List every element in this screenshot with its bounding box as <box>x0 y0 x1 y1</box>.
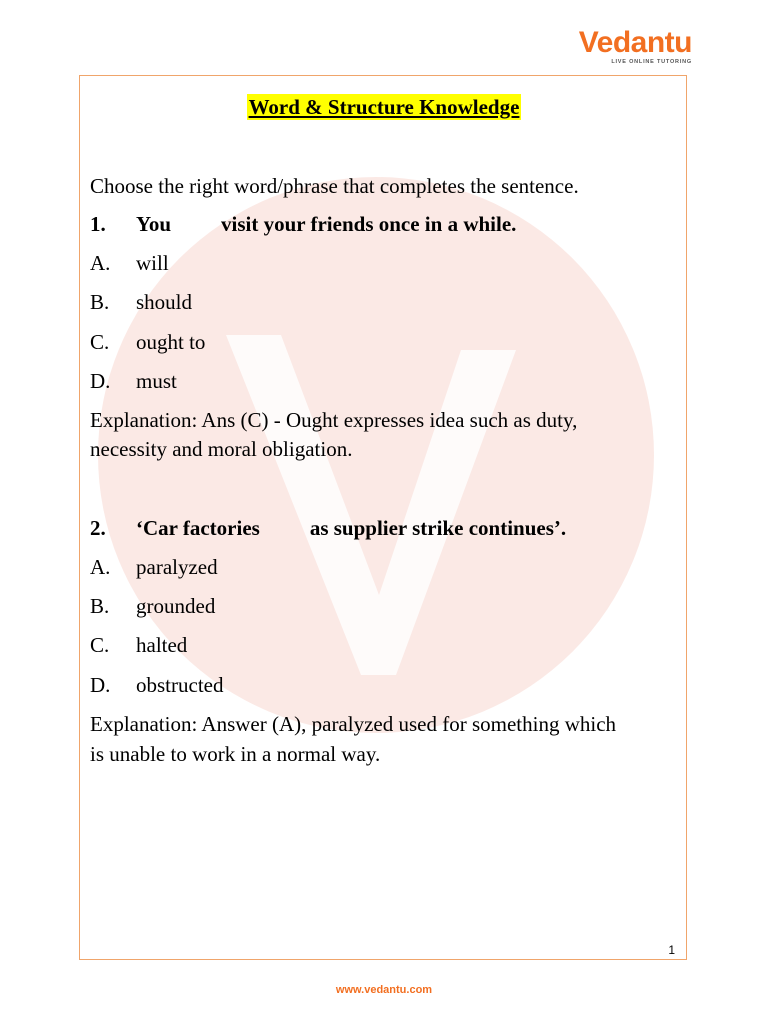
question-1 <box>90 211 516 237</box>
footer-link[interactable]: www.vedantu.com <box>335 984 433 996</box>
vedantu-logo <box>579 26 692 65</box>
option-c <box>90 329 205 355</box>
option-text: paralyzed <box>136 555 218 579</box>
option-b <box>90 593 215 619</box>
question-number: 2. <box>90 516 106 540</box>
explanation-line-1: Explanation: Answer (A), paralyzed used for something which <box>90 712 617 736</box>
option-a <box>90 554 218 580</box>
question-text-part1: ‘Car factories <box>136 516 260 540</box>
option-text: grounded <box>136 594 216 618</box>
option-a <box>90 250 169 276</box>
option-text: must <box>136 369 177 393</box>
logo-wordmark: Vedantu <box>578 26 692 59</box>
option-text: obstructed <box>136 673 224 697</box>
question-text-part2: visit your friends once in a while. <box>221 212 517 236</box>
option-b <box>90 289 192 315</box>
explanation-line-2: necessity and moral obligation. <box>90 437 353 461</box>
option-label: C. <box>90 633 110 657</box>
instruction-text: Choose the right word/phrase that completes the sentence. <box>90 174 579 198</box>
option-text: halted <box>136 633 188 657</box>
option-text: will <box>136 251 169 275</box>
logo-tagline: LIVE ONLINE TUTORING <box>611 59 692 65</box>
option-label: C. <box>90 330 110 354</box>
page-number: 1 <box>668 943 675 957</box>
option-label: D. <box>90 369 111 393</box>
question-number: 1. <box>90 212 106 236</box>
option-c <box>90 632 187 658</box>
option-d <box>90 368 177 394</box>
explanation-line-1: Explanation: Ans (C) - Ought expresses idea such as duty, <box>90 408 578 432</box>
page-title: Word & Structure Knowledge <box>248 95 520 119</box>
option-label: A. <box>90 555 111 579</box>
question-text-part1: You <box>136 212 172 236</box>
option-text: should <box>136 290 193 314</box>
option-label: A. <box>90 251 111 275</box>
option-label: B. <box>90 290 110 314</box>
question-text-part2: as supplier strike continues’. <box>309 516 567 540</box>
title-container <box>0 94 768 120</box>
option-d <box>90 672 223 698</box>
option-label: D. <box>90 673 111 697</box>
option-text: ought to <box>136 330 206 354</box>
option-label: B. <box>90 594 110 618</box>
explanation-line-2: is unable to work in a normal way. <box>90 742 381 766</box>
question-2 <box>90 515 566 541</box>
